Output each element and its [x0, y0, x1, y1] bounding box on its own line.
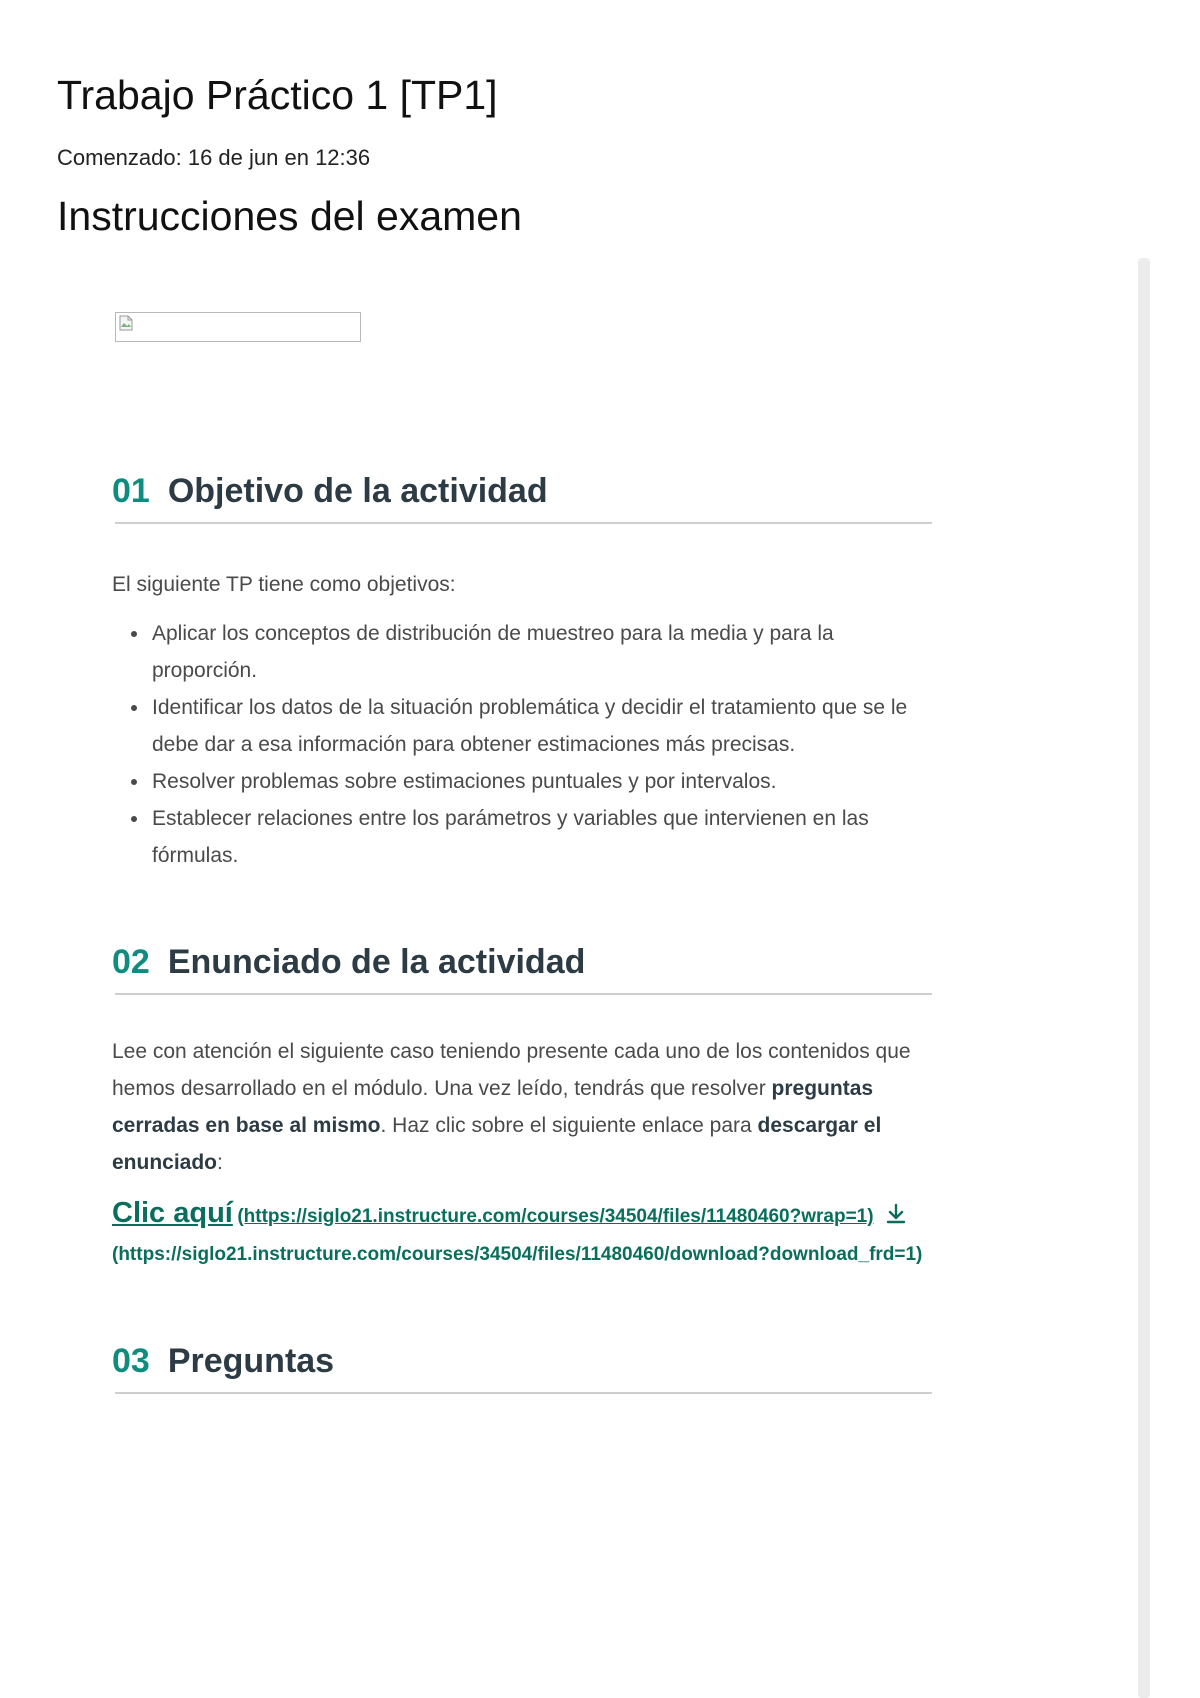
section-heading-questions: [112, 1330, 932, 1392]
statement-bold-text: preguntas cerradas en base al mismo: [112, 1077, 874, 1137]
section-number: 03: [112, 1342, 150, 1380]
download-icon[interactable]: [884, 1202, 908, 1226]
statement-text: :: [217, 1151, 223, 1174]
started-timestamp: Comenzado: 16 de jun en 12:36: [57, 145, 371, 170]
broken-image-icon: [119, 315, 133, 331]
section-heading-objective: [112, 460, 932, 522]
list-item: • Identificar los datos de la situación problemática y decidir el tratamiento que se le debe dar a esa información para obtener estimaciones más precisas.: [150, 689, 932, 763]
statement-text: Lee con atención el siguiente caso teniendo presente cada uno de los contenidos que hemos desarrollado en el módulo. Una vez leído, tendrás que resolver: [112, 1040, 911, 1100]
statement-text: . Haz clic sobre el siguiente enlace para: [380, 1114, 758, 1137]
download-url-text[interactable]: (https://siglo21.instructure.com/courses/34504/files/11480460/download?download_frd=1): [112, 1244, 923, 1265]
section-title: Preguntas: [167, 1342, 335, 1380]
section-title: Objetivo de la actividad: [167, 472, 548, 510]
list-item: • Aplicar los conceptos de distribución de muestreo para la media y para la proporción.: [150, 615, 932, 689]
scrollbar[interactable]: [1138, 258, 1150, 1698]
section-divider: [115, 1392, 932, 1394]
download-link-block: [112, 1195, 932, 1273]
exam-instructions-content: [112, 460, 932, 1394]
file-preview-url-link[interactable]: (https://siglo21.instructure.com/courses/34504/files/11480460?wrap=1): [237, 1206, 874, 1227]
section-number: 02: [112, 943, 150, 981]
section-number: 01: [112, 472, 150, 510]
list-item: • Establecer relaciones entre los parámetros y variables que intervienen en las fórmulas.: [150, 800, 932, 874]
broken-banner-image: [115, 312, 361, 342]
list-item: • Resolver problemas sobre estimaciones puntuales y por intervalos.: [150, 763, 932, 800]
objectives-list: [112, 615, 932, 874]
section-title: Enunciado de la actividad: [167, 943, 586, 981]
statement-bold-text: descargar el enunciado: [112, 1114, 882, 1174]
section-divider: [115, 993, 932, 995]
instructions-title: Instrucciones del examen: [57, 193, 522, 239]
objectives-intro: El siguiente TP tiene como objetivos:: [112, 573, 456, 596]
page-title: Trabajo Práctico 1 [TP1]: [57, 72, 498, 118]
statement-paragraph: [112, 1033, 932, 1181]
section-divider: [115, 522, 932, 524]
section-heading-statement: [112, 931, 932, 993]
clic-aqui-link[interactable]: Clic aquí: [112, 1197, 233, 1229]
